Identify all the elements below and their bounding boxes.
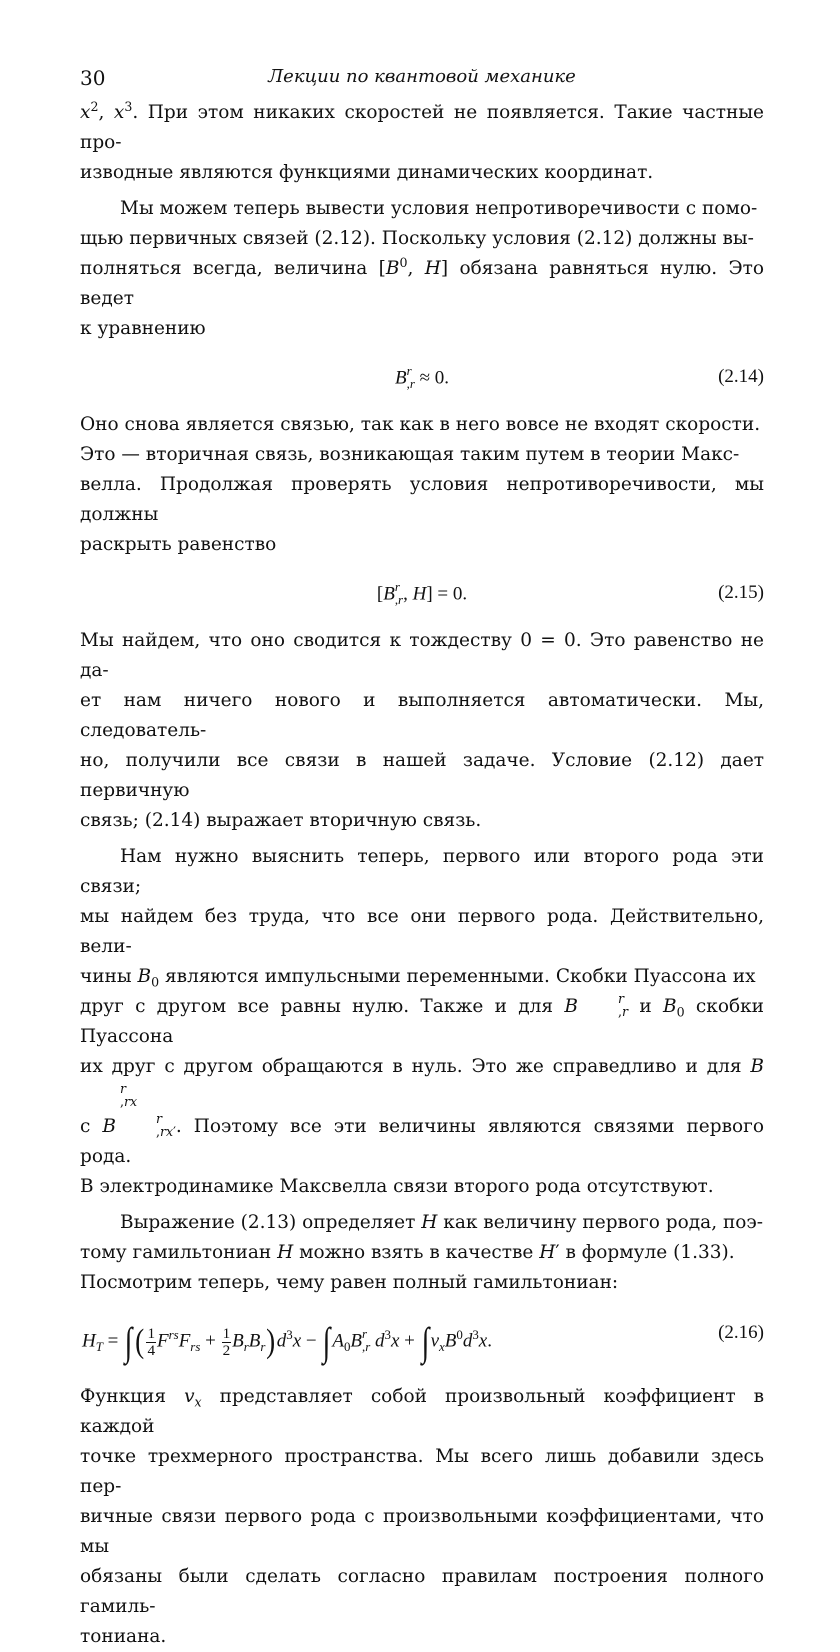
math-inline: H [277,1242,294,1263]
equation-2-16 [80,1302,764,1378]
equation-2-14 [80,358,764,398]
paragraph-4: Мы найдем, что оно сводится к тождеству 0 = 0. Это равенство не да- ет нам ничего нового и выполняется автоматически. Мы, следователь- но, получили все связи в нашей задаче. Условие (2.12) дает первичную связь; (2.14) выражает вторичную связь. [80,630,765,831]
math-inline: $B_0$ [137,966,160,990]
math-inline: B r ,rx [120,1056,764,1109]
page-header [80,60,764,100]
equation-body: B r ,r ≈ 0. [394,362,450,391]
paragraph-3: Оно снова является связью, так как в него вовсе не входят скорости. Это — вторичная связь, возникающая таким путем в теории Макс- велла. Продолжая проверять условия непротиворечивости, мы должны раскрыть равенство [80,414,764,555]
paragraph-7: Функция $v_x$ представляет собой произвольный коэффициент в каждой точке трехмерного пространства. Мы всего лишь добавили здесь пер- вичные связи первого рода с произвольными коэффициентами, что мы обязаны были сделать согласно правилам построения полного гамиль- тониана. [80,1386,764,1647]
math-inline: $v_x$ [184,1386,202,1410]
page-number: 30 [80,66,106,90]
math-inline: B r ,r [564,991,629,1019]
math-inline: $x^2$, $x^3$ [80,98,133,123]
equation-body: $H_T$ = ∫( $\frac{1}{4}$ $F^{rs}F_{rs}$ + $\frac{1}{2}$ $B_rB_r)d^3x - \int A_0B$ r ,r $d^3x + \int v_xB^0d^3x$. [82,1319,492,1364]
equation-label: (2.16) [718,1322,764,1343]
document-page [80,60,764,1652]
paragraph-5: Нам нужно выяснить теперь, первого или второго рода эти связи; мы найдем без труда, что все они первого рода. Действительно, вели- чины $B_0$ являются импульсными переменными. Скобки Пуассона их друг с другом все равны нулю. Также и для B r ,r и $B_0$ скобки Пуассона их друг с другом обращаются в нуль. Это же справедливо и для B r ,rx с B r ,rx′ . Поэтому все эти величины являются связями первого рода. В электродинамике Максвелла связи второго рода отсутствуют. [80,846,765,1197]
equation-body: [B r ,r , H] = 0. [376,578,468,607]
paragraph-6: Выражение (2.13) определяет H как величину первого рода, поэ- тому гамильтониан H можно взять в качестве H′ в формуле (1.33). Посмотрим теперь, чему равен полный гамильтониан: [80,1212,764,1293]
equation-label: (2.15) [718,582,764,603]
paragraph-1: $x^2$, $x^3$. При этом никаких скоростей не появляется. Такие частные про- изводные являются функциями динамических координат. [80,98,764,183]
math-inline: H [539,1242,556,1263]
math-inline: B r ,rx′ [102,1111,176,1139]
equation-label: (2.14) [718,366,764,387]
equation-2-15 [80,574,764,614]
math-inline: [$B^0$, H] [378,254,449,279]
paragraph-2: Мы можем теперь вывести условия непротиворечивости с помо- щью первичных связей (2.12). Поскольку условия (2.12) должны вы- полняться всегда, величина [$B^0$, H] обязана равняться нулю. Это ведет к уравнению [80,198,765,339]
math-inline: H [421,1212,438,1233]
running-title: Лекции по квантовой механике [268,66,576,87]
math-inline: $B_0$ [662,996,685,1020]
